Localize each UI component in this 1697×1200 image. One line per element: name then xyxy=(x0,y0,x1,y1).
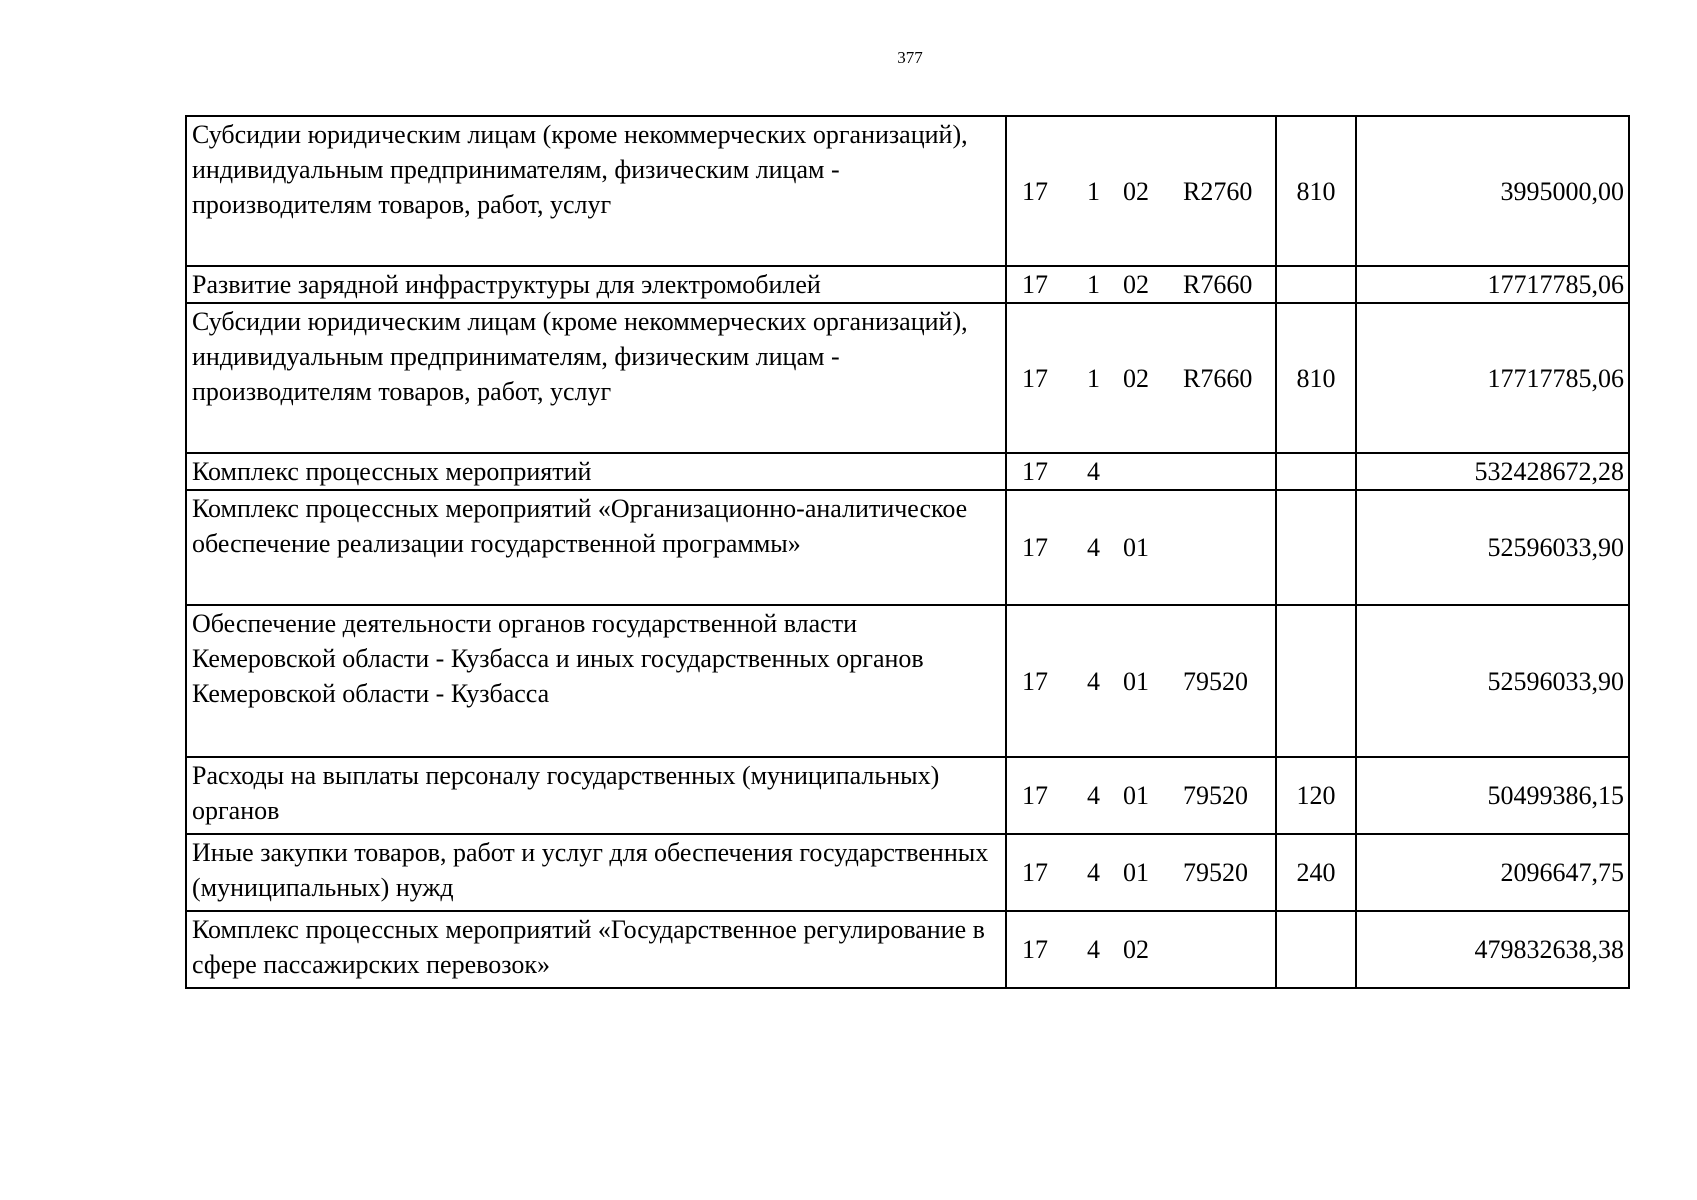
program-code: 17 xyxy=(1022,363,1048,393)
amount: 532428672,28 xyxy=(1356,453,1629,490)
direction-code: 79520 xyxy=(1183,781,1248,810)
row-name: Развитие зарядной инфраструктуры для электромобилей xyxy=(186,266,1006,303)
table-row xyxy=(186,266,1629,303)
direction-code: 79520 xyxy=(1183,858,1248,887)
table-row xyxy=(186,490,1629,605)
expense-type-code: 810 xyxy=(1276,303,1356,453)
main-event-code: 02 xyxy=(1123,176,1149,206)
program-code: 17 xyxy=(1022,176,1048,206)
main-event-code: 01 xyxy=(1123,858,1149,887)
expense-type-code: 120 xyxy=(1276,757,1356,834)
expense-type-code: 240 xyxy=(1276,834,1356,911)
code-cell xyxy=(1006,605,1276,757)
row-name: Обеспечение деятельности органов государственной власти Кемеровской области - Кузбасса и иных государственных органов Кемеровской области - Кузбасса xyxy=(186,605,1006,757)
row-name: Иные закупки товаров, работ и услуг для обеспечения государственных (муниципальных) нужд xyxy=(186,834,1006,911)
subprogram-code: 4 xyxy=(1087,533,1100,562)
table-row xyxy=(186,605,1629,757)
program-code: 17 xyxy=(1022,781,1048,810)
direction-code: R7660 xyxy=(1183,270,1253,299)
row-name: Комплекс процессных мероприятий «Государственное регулирование в сфере пассажирских перевозок» xyxy=(186,911,1006,988)
main-event-code: 02 xyxy=(1123,270,1149,299)
main-event-code: 01 xyxy=(1123,781,1149,810)
table-row xyxy=(186,911,1629,988)
expense-type-code xyxy=(1276,911,1356,988)
amount: 3995000,00 xyxy=(1356,116,1629,266)
subprogram-code: 4 xyxy=(1087,935,1100,964)
page-number: 377 xyxy=(897,48,923,67)
subprogram-code: 1 xyxy=(1087,176,1100,206)
main-event-code: 02 xyxy=(1123,363,1149,393)
table-row xyxy=(186,116,1629,266)
table-row xyxy=(186,303,1629,453)
amount: 17717785,06 xyxy=(1356,303,1629,453)
program-code: 17 xyxy=(1022,858,1048,887)
main-event-code: 01 xyxy=(1123,533,1149,562)
amount: 17717785,06 xyxy=(1356,266,1629,303)
subprogram-code: 1 xyxy=(1087,363,1100,393)
code-cell xyxy=(1006,453,1276,490)
code-cell xyxy=(1006,490,1276,605)
code-cell xyxy=(1006,266,1276,303)
row-name: Субсидии юридическим лицам (кроме некоммерческих организаций), индивидуальным предпринимателям, физическим лицам - производителям товаров, работ, услуг xyxy=(186,303,1006,453)
program-code: 17 xyxy=(1022,666,1048,696)
amount: 52596033,90 xyxy=(1356,490,1629,605)
expense-type-code: 810 xyxy=(1276,116,1356,266)
expense-type-code xyxy=(1276,490,1356,605)
subprogram-code: 1 xyxy=(1087,270,1100,299)
main-event-code: 02 xyxy=(1123,935,1149,964)
code-cell xyxy=(1006,757,1276,834)
main-event-code: 01 xyxy=(1123,666,1149,696)
subprogram-code: 4 xyxy=(1087,781,1100,810)
amount: 50499386,15 xyxy=(1356,757,1629,834)
row-name: Комплекс процессных мероприятий xyxy=(186,453,1006,490)
table-row xyxy=(186,834,1629,911)
amount: 2096647,75 xyxy=(1356,834,1629,911)
code-cell xyxy=(1006,303,1276,453)
row-name: Комплекс процессных мероприятий «Организационно-аналитическое обеспечение реализации государственной программы» xyxy=(186,490,1006,605)
direction-code: 79520 xyxy=(1183,666,1248,696)
program-code: 17 xyxy=(1022,533,1048,562)
code-cell xyxy=(1006,834,1276,911)
table-row xyxy=(186,453,1629,490)
program-code: 17 xyxy=(1022,270,1048,299)
subprogram-code: 4 xyxy=(1087,858,1100,887)
row-name: Расходы на выплаты персоналу государственных (муниципальных) органов xyxy=(186,757,1006,834)
program-code: 17 xyxy=(1022,457,1048,486)
direction-code: R2760 xyxy=(1183,176,1253,206)
expense-type-code xyxy=(1276,605,1356,757)
amount: 479832638,38 xyxy=(1356,911,1629,988)
budget-table xyxy=(185,115,1630,989)
subprogram-code: 4 xyxy=(1087,457,1100,486)
expense-type-code xyxy=(1276,266,1356,303)
subprogram-code: 4 xyxy=(1087,666,1100,696)
direction-code: R7660 xyxy=(1183,363,1253,393)
table-row xyxy=(186,757,1629,834)
row-name: Субсидии юридическим лицам (кроме некоммерческих организаций), индивидуальным предпринимателям, физическим лицам - производителям товаров, работ, услуг xyxy=(186,116,1006,266)
expense-type-code xyxy=(1276,453,1356,490)
program-code: 17 xyxy=(1022,935,1048,964)
code-cell xyxy=(1006,116,1276,266)
amount: 52596033,90 xyxy=(1356,605,1629,757)
code-cell xyxy=(1006,911,1276,988)
